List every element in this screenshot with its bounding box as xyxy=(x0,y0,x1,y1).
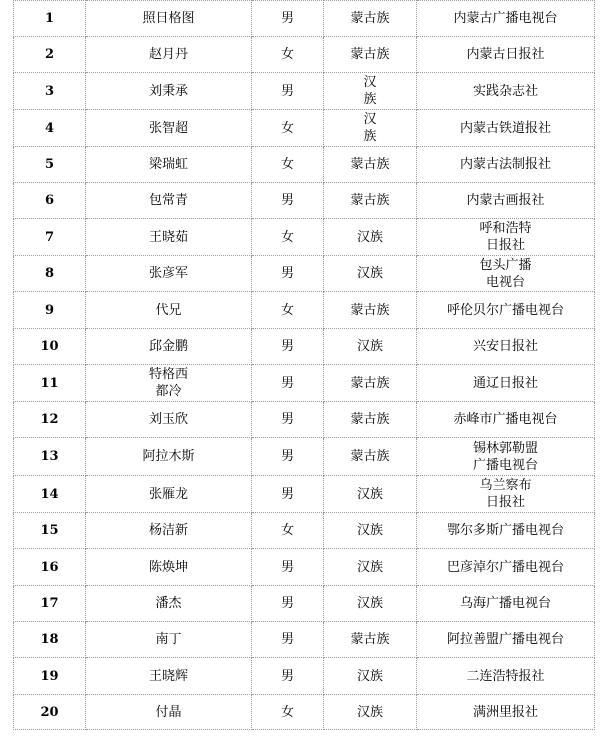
ethnicity-cell: 蒙古族 xyxy=(324,292,417,329)
row-number-cell: 2 xyxy=(14,37,86,73)
organization-cell: 鄂尔多斯广播电视台 xyxy=(417,513,595,549)
organization-cell: 呼和浩特 日报社 xyxy=(417,219,595,256)
row-number-cell: 8 xyxy=(14,256,86,292)
organization-cell: 内蒙古日报社 xyxy=(417,37,595,73)
organization-cell: 二连浩特报社 xyxy=(417,658,595,695)
table-row xyxy=(14,329,595,365)
gender-cell: 男 xyxy=(252,73,324,110)
table-row xyxy=(14,365,595,402)
row-number-cell: 10 xyxy=(14,329,86,365)
table-row xyxy=(14,1,595,37)
organization-cell: 兴安日报社 xyxy=(417,329,595,365)
person-name-cell: 潘杰 xyxy=(86,586,252,622)
person-name-cell: 梁瑞虹 xyxy=(86,147,252,183)
gender-cell: 男 xyxy=(252,1,324,37)
table-row xyxy=(14,695,595,730)
row-number-cell: 20 xyxy=(14,695,86,730)
person-name-cell: 张雁龙 xyxy=(86,476,252,513)
organization-cell: 赤峰市广播电视台 xyxy=(417,402,595,438)
ethnicity-cell: 蒙古族 xyxy=(324,622,417,658)
organization-cell: 内蒙古画报社 xyxy=(417,183,595,219)
organization-cell: 锡林郭勒盟 广播电视台 xyxy=(417,438,595,476)
organization-cell: 乌兰察布 日报社 xyxy=(417,476,595,513)
ethnicity-cell: 蒙古族 xyxy=(324,402,417,438)
ethnicity-cell: 蒙古族 xyxy=(324,365,417,402)
organization-cell: 实践杂志社 xyxy=(417,73,595,110)
organization-cell: 通辽日报社 xyxy=(417,365,595,402)
row-number-cell: 18 xyxy=(14,622,86,658)
gender-cell: 男 xyxy=(252,329,324,365)
person-name-cell: 特格西 都冷 xyxy=(86,365,252,402)
ethnicity-cell: 汉族 xyxy=(324,219,417,256)
table-row xyxy=(14,622,595,658)
gender-cell: 女 xyxy=(252,37,324,73)
person-name-cell: 包常青 xyxy=(86,183,252,219)
row-number-cell: 17 xyxy=(14,586,86,622)
row-number-cell: 19 xyxy=(14,658,86,695)
person-name-cell: 张彦军 xyxy=(86,256,252,292)
row-number-cell: 14 xyxy=(14,476,86,513)
ethnicity-cell: 汉族 xyxy=(324,695,417,730)
organization-cell: 呼伦贝尔广播电视台 xyxy=(417,292,595,329)
gender-cell: 男 xyxy=(252,476,324,513)
person-name-cell: 照日格图 xyxy=(86,1,252,37)
table-row xyxy=(14,513,595,549)
gender-cell: 男 xyxy=(252,438,324,476)
row-number-cell: 1 xyxy=(14,1,86,37)
gender-cell: 男 xyxy=(252,586,324,622)
organization-cell: 巴彦淖尔广播电视台 xyxy=(417,549,595,586)
row-number-cell: 12 xyxy=(14,402,86,438)
ethnicity-cell: 汉 族 xyxy=(324,73,417,110)
person-name-cell: 邱金鹏 xyxy=(86,329,252,365)
ethnicity-cell: 蒙古族 xyxy=(324,438,417,476)
table-row xyxy=(14,549,595,586)
person-name-cell: 杨洁新 xyxy=(86,513,252,549)
organization-cell: 内蒙古法制报社 xyxy=(417,147,595,183)
person-name-cell: 代兄 xyxy=(86,292,252,329)
table-row xyxy=(14,37,595,73)
person-name-cell: 阿拉木斯 xyxy=(86,438,252,476)
table-body xyxy=(14,1,595,730)
ethnicity-cell: 汉族 xyxy=(324,586,417,622)
row-number-cell: 15 xyxy=(14,513,86,549)
person-name-cell: 王晓辉 xyxy=(86,658,252,695)
row-number-cell: 4 xyxy=(14,110,86,147)
person-name-cell: 陈焕坤 xyxy=(86,549,252,586)
ethnicity-cell: 汉族 xyxy=(324,476,417,513)
organization-cell: 乌海广播电视台 xyxy=(417,586,595,622)
person-name-cell: 南丁 xyxy=(86,622,252,658)
organization-cell: 内蒙古铁道报社 xyxy=(417,110,595,147)
table-row xyxy=(14,476,595,513)
table-row xyxy=(14,256,595,292)
table-row xyxy=(14,183,595,219)
person-name-cell: 王晓茹 xyxy=(86,219,252,256)
table-row xyxy=(14,438,595,476)
table-row xyxy=(14,147,595,183)
ethnicity-cell: 汉 族 xyxy=(324,110,417,147)
ethnicity-cell: 汉族 xyxy=(324,549,417,586)
table-row xyxy=(14,402,595,438)
gender-cell: 男 xyxy=(252,365,324,402)
gender-cell: 男 xyxy=(252,256,324,292)
row-number-cell: 3 xyxy=(14,73,86,110)
organization-cell: 满洲里报社 xyxy=(417,695,595,730)
person-name-cell: 刘玉欣 xyxy=(86,402,252,438)
gender-cell: 女 xyxy=(252,513,324,549)
ethnicity-cell: 蒙古族 xyxy=(324,183,417,219)
gender-cell: 男 xyxy=(252,658,324,695)
table-row xyxy=(14,73,595,110)
organization-cell: 包头广播 电视台 xyxy=(417,256,595,292)
gender-cell: 女 xyxy=(252,147,324,183)
gender-cell: 男 xyxy=(252,622,324,658)
person-name-cell: 付晶 xyxy=(86,695,252,730)
row-number-cell: 11 xyxy=(14,365,86,402)
ethnicity-cell: 蒙古族 xyxy=(324,37,417,73)
ethnicity-cell: 汉族 xyxy=(324,256,417,292)
row-number-cell: 13 xyxy=(14,438,86,476)
gender-cell: 女 xyxy=(252,219,324,256)
ethnicity-cell: 蒙古族 xyxy=(324,1,417,37)
ethnicity-cell: 蒙古族 xyxy=(324,147,417,183)
organization-cell: 阿拉善盟广播电视台 xyxy=(417,622,595,658)
table-row xyxy=(14,658,595,695)
row-number-cell: 7 xyxy=(14,219,86,256)
gender-cell: 女 xyxy=(252,695,324,730)
row-number-cell: 6 xyxy=(14,183,86,219)
table-row xyxy=(14,219,595,256)
person-name-cell: 刘秉承 xyxy=(86,73,252,110)
awardee-table xyxy=(13,0,595,730)
ethnicity-cell: 汉族 xyxy=(324,513,417,549)
organization-cell: 内蒙古广播电视台 xyxy=(417,1,595,37)
gender-cell: 男 xyxy=(252,402,324,438)
ethnicity-cell: 汉族 xyxy=(324,658,417,695)
gender-cell: 女 xyxy=(252,110,324,147)
table-row xyxy=(14,586,595,622)
row-number-cell: 16 xyxy=(14,549,86,586)
person-name-cell: 赵月丹 xyxy=(86,37,252,73)
person-name-cell: 张智超 xyxy=(86,110,252,147)
row-number-cell: 5 xyxy=(14,147,86,183)
gender-cell: 男 xyxy=(252,183,324,219)
row-number-cell: 9 xyxy=(14,292,86,329)
gender-cell: 男 xyxy=(252,549,324,586)
table-row xyxy=(14,110,595,147)
gender-cell: 女 xyxy=(252,292,324,329)
table-row xyxy=(14,292,595,329)
ethnicity-cell: 汉族 xyxy=(324,329,417,365)
